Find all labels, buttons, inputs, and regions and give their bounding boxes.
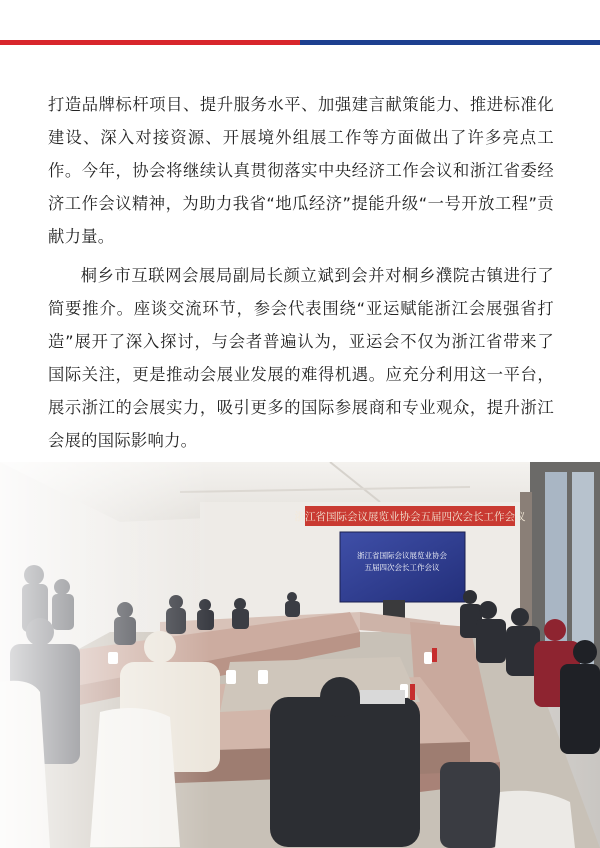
meeting-photo: [0, 462, 600, 848]
accent-bar-red-segment: [0, 40, 300, 45]
article-paragraph-2: 桐乡市互联网会展局副局长颜立斌到会并对桐乡濮院古镇进行了简要推介。座谈交流环节，参会代表围绕“亚运赋能浙江会展强省打造”展开了深入探讨，与会者普遍认为，亚运会不仅为浙江省带来了国际关注，更是推动会展业发展的难得机遇。应充分利用这一平台，展示浙江的会展实力，吸引更多的国际参展商和专业观众，提升浙江会展的国际影响力。: [48, 266, 554, 450]
article-body: [48, 88, 554, 457]
article-paragraph-1: 打造品牌标杆项目、提升服务水平、加强建言献策能力、推进标准化建设、深入对接资源、开展境外组展工作等方面做出了许多亮点工作。今年，协会将继续认真贯彻落实中央经济工作会议和浙江省委经济工作会议精神，为助力我省“地瓜经济”提能升级“一号开放工程”贡献力量。: [48, 95, 554, 246]
accent-bar-blue-segment: [300, 40, 600, 45]
header-accent-bar: [0, 40, 600, 45]
